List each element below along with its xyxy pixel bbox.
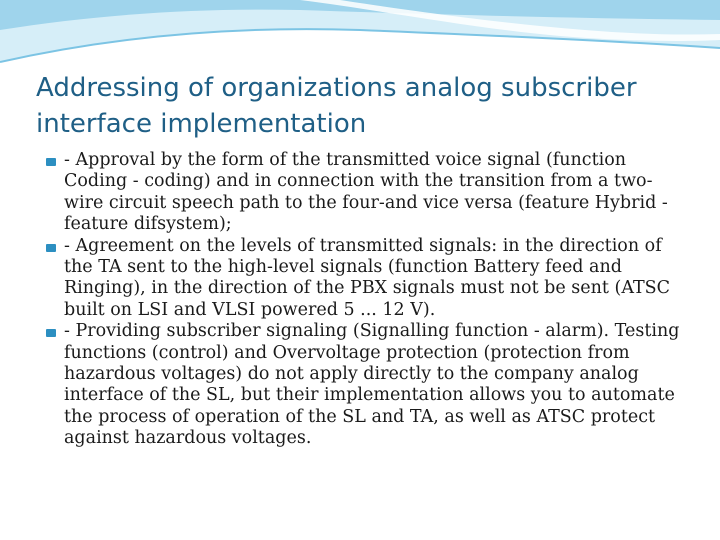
bullet-item [44, 236, 684, 322]
bullet-text: - Approval by the form of the transmitted voice signal (function Coding - coding) and in connection with the transition from a two-wire circuit speech path to the four-and vice versa (feature Hybrid - feature difsystem); [64, 150, 668, 235]
bullet-text: - Agreement on the levels of transmitted signals: in the direction of the TA sent to the high-level signals (function Battery feed and Ringing), in the direction of the PBX signals must not be sent (ATSC built on LSI and VLSI powered 5 ... 12 V). [64, 235, 671, 320]
bullet-marker-icon [46, 158, 56, 166]
bullet-marker-icon [46, 329, 56, 337]
bullet-list [44, 150, 684, 450]
bullet-item [44, 150, 684, 236]
bullet-text: - Providing subscriber signaling (Signalling function - alarm). Testing functions (control) and Overvoltage protection (protection from hazardous voltages) do not apply directly to the company analog interface of the SL, but their implementation allows you to automate the process of operation of the SL and TA, as well as ATSC protect against hazardous voltages. [64, 321, 680, 449]
bullet-item [44, 321, 684, 449]
bullet-marker-icon [46, 244, 56, 252]
slide-title: Addressing of organizations analog subscriber interface implementation [36, 73, 637, 139]
